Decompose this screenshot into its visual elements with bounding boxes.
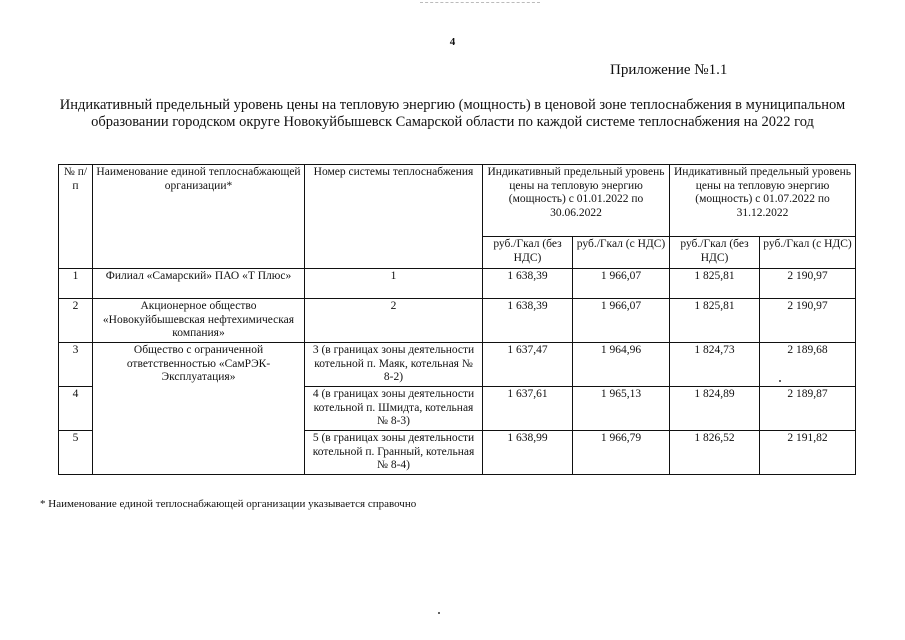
- price-p1-no-vat: 1 638,39: [483, 269, 573, 299]
- price-p2-no-vat: 1 824,89: [670, 387, 760, 431]
- system-number: 4 (в границах зоны деятельности котельной п. Шмидта, котельная № 8-3): [305, 387, 483, 431]
- organization-name: Общество с ограниченной ответственностью «СамРЭК-Эксплуатация»: [93, 343, 305, 475]
- table-row: [59, 299, 856, 343]
- row-number: 5: [59, 431, 93, 475]
- footnote: * Наименование единой теплоснабжающей организации указывается справочно: [40, 498, 417, 510]
- price-p2-vat: 2 190,97: [760, 299, 856, 343]
- document-title: Индикативный предельный уровень цены на тепловую энергию (мощность) в ценовой зоне теплоснабжения в муниципальном образовании городском округе Новокуйбышевск Самарской области по каждой системе теплоснабжения на 2022 год: [59, 97, 846, 130]
- organization-name: Филиал «Самарский» ПАО «Т Плюс»: [93, 269, 305, 299]
- row-number: 2: [59, 299, 93, 343]
- row-number: 1: [59, 269, 93, 299]
- page-number: 4: [449, 36, 456, 48]
- price-p1-vat: 1 966,79: [573, 431, 670, 475]
- header-p1-no-vat: руб./Гкал (без НДС): [483, 237, 573, 269]
- system-number: 1: [305, 269, 483, 299]
- appendix-label: Приложение №1.1: [610, 62, 728, 78]
- header-organization: Наименование единой теплоснабжающей организации*: [93, 165, 305, 269]
- price-p2-vat: 2 189,68: [760, 343, 856, 387]
- price-p1-no-vat: 1 638,99: [483, 431, 573, 475]
- price-table: [58, 164, 856, 475]
- table-row: [59, 269, 856, 299]
- table-row: [59, 343, 856, 387]
- price-p2-no-vat: 1 825,81: [670, 299, 760, 343]
- price-p1-no-vat: 1 637,47: [483, 343, 573, 387]
- scan-speck: [438, 612, 440, 614]
- price-p2-vat: 2 189,87: [760, 387, 856, 431]
- price-p2-no-vat: 1 824,73: [670, 343, 760, 387]
- price-p2-no-vat: 1 825,81: [670, 269, 760, 299]
- header-p2-no-vat: руб./Гкал (без НДС): [670, 237, 760, 269]
- header-system: Номер системы теплоснабжения: [305, 165, 483, 269]
- price-p1-vat: 1 964,96: [573, 343, 670, 387]
- system-number: 3 (в границах зоны деятельности котельной п. Маяк, котельная № 8-2): [305, 343, 483, 387]
- header-period-1: Индикативный предельный уровень цены на тепловую энергию (мощность) с 01.01.2022 по 30.06.2022: [483, 165, 670, 237]
- price-p1-no-vat: 1 638,39: [483, 299, 573, 343]
- system-number: 5 (в границах зоны деятельности котельной п. Гранный, котельная № 8-4): [305, 431, 483, 475]
- price-p1-vat: 1 966,07: [573, 299, 670, 343]
- scan-speck: [779, 380, 781, 382]
- organization-name: Акционерное общество «Новокуйбышевская нефтехимическая компания»: [93, 299, 305, 343]
- price-p1-no-vat: 1 637,61: [483, 387, 573, 431]
- scan-artifact: [420, 2, 540, 4]
- price-p1-vat: 1 965,13: [573, 387, 670, 431]
- row-number: 4: [59, 387, 93, 431]
- header-period-2: Индикативный предельный уровень цены на тепловую энергию (мощность) с 01.07.2022 по 31.12.2022: [670, 165, 856, 237]
- price-p2-vat: 2 190,97: [760, 269, 856, 299]
- price-p2-no-vat: 1 826,52: [670, 431, 760, 475]
- row-number: 3: [59, 343, 93, 387]
- header-number: № п/п: [59, 165, 93, 269]
- system-number: 2: [305, 299, 483, 343]
- price-p2-vat: 2 191,82: [760, 431, 856, 475]
- header-p2-vat: руб./Гкал (с НДС): [760, 237, 856, 269]
- header-p1-vat: руб./Гкал (с НДС): [573, 237, 670, 269]
- price-p1-vat: 1 966,07: [573, 269, 670, 299]
